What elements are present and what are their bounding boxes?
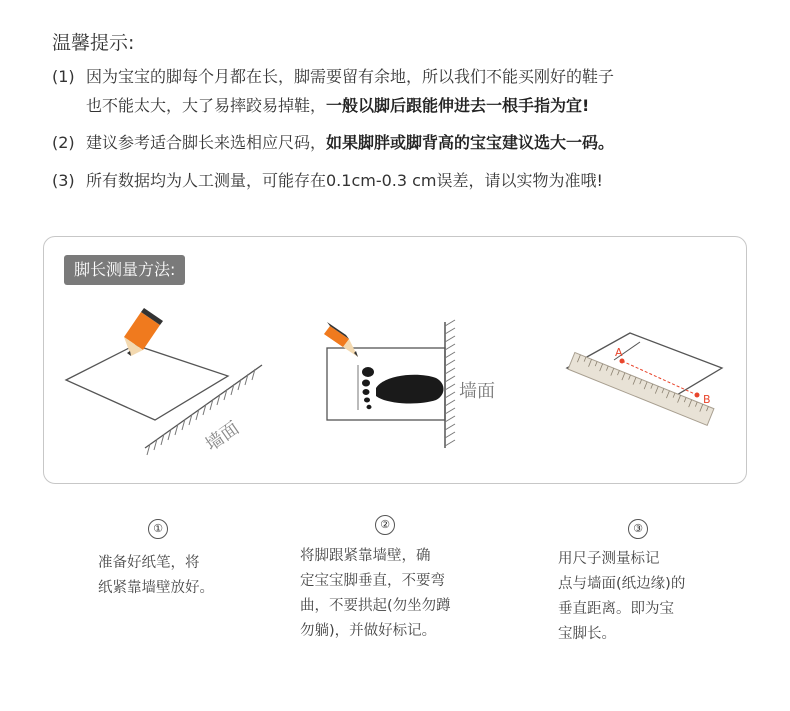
step-2 [300,512,470,644]
wall-label-2: 墙面 [459,381,495,402]
step-1 [78,516,238,601]
method-label: 脚长测量方法: [64,255,185,285]
tip-1-cont-bold: 一般以脚后跟能伸进去一根手指为宜! [326,96,590,115]
tip-3-text: 所有数据均为人工测量，可能存在0.1cm-0.3 cm误差，请以实物为准哦! [86,171,603,190]
footprint-icon [362,367,444,409]
wall-line-1 [145,365,262,448]
tip-1-cont-text: 也不能太大，大了易摔跤易掉鞋， [86,96,327,115]
step-3-text: 用尺子测量标记 点与墙面(纸边缘)的 垂直距离。即为宝 宝脚长。 [558,551,686,642]
illustration-ruler [567,333,722,425]
step-2-text: 将脚跟紧靠墙壁，确 定宝宝脚垂直，不要弯 曲，不要拱起(勿坐勿蹲 勿躺)，并做好标记。 [300,548,451,639]
point-b-dot [695,393,700,398]
tip-2-num: (2) [52,133,75,152]
tips-title: 温馨提示: [52,32,135,54]
pencil-icon [124,308,163,356]
step-1-text: 准备好纸笔，将 纸紧靠墙壁放好。 [98,555,214,596]
tip-3-num: (3) [52,171,75,190]
pencil-icon-2 [324,322,358,357]
point-b-label: B [703,393,711,406]
step-1-number: ① [148,519,168,539]
tip-1-text: 因为宝宝的脚每个月都在长，脚需要留有余地，所以我们不能买刚好的鞋子 [86,67,615,86]
point-a-dot [620,359,625,364]
wall-hatching-2 [445,320,455,446]
illustration-foot-wall [324,320,495,448]
tip-2-text: 建议参考适合脚长来选相应尺码， [86,133,327,152]
wall-label-1: 墙面 [201,417,244,456]
step-2-number: ② [375,515,395,535]
tip-1-num: (1) [52,67,75,86]
paper-sheet [66,345,228,420]
illustration-paper-wall [66,308,262,456]
step-3-number: ③ [628,519,648,539]
tip-2-bold: 如果脚胖或脚背高的宝宝建议选大一码。 [326,133,615,152]
point-a-label: A [615,346,623,359]
step-3 [558,516,718,647]
ruler [568,353,714,426]
